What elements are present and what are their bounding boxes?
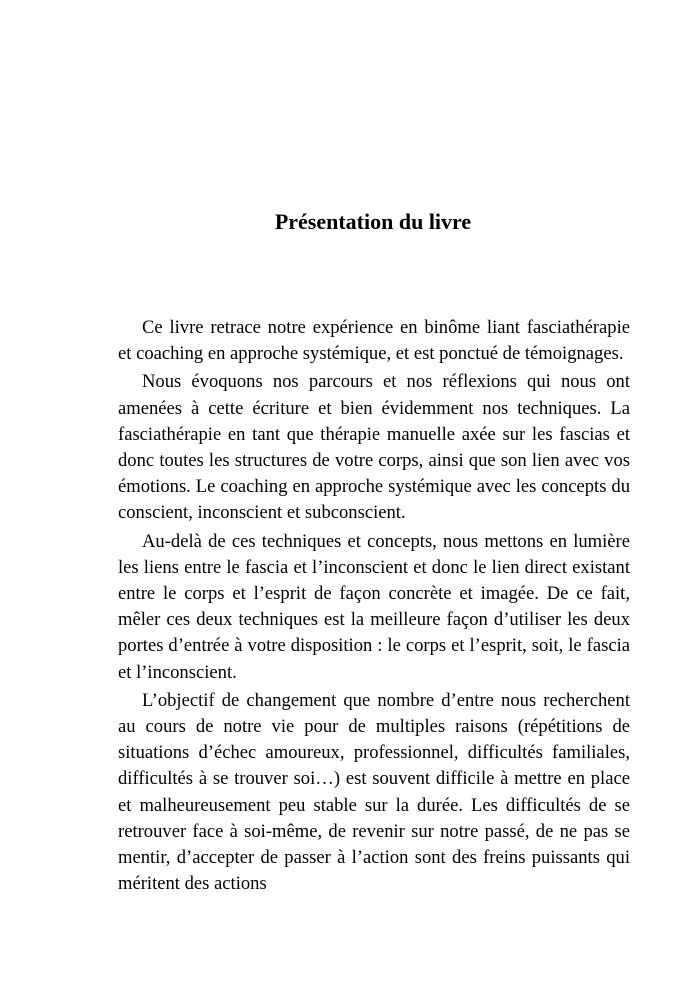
paragraph-3: Au-delà de ces techniques et concepts, nous mettons en lumière les liens entre le fascia et l’inconscient et donc le lien direct existant entre le corps et l’esprit de façon concrète et imagée. De ce fait, mêler ces deux techniques est la meilleure façon d’utiliser les deux portes d’entrée à votre disposition : le corps et l’esprit, soit, le fascia et l’inconscient. (118, 530, 630, 683)
page-title: Présentation du livre (274, 209, 472, 234)
body-text (118, 315, 630, 897)
paragraph-1: Ce livre retrace notre expérience en binôme liant fasciathérapie et coaching en approche systémique, et est ponctué de témoignages. (118, 317, 630, 365)
paragraph-4: L’objectif de changement que nombre d’entre nous recherchent au cours de notre vie pour de multiples raisons (répétitions de situations d’échec amoureux, professionnel, difficultés familiales, difficultés à se trouver soi…) est souvent difficile à mettre en place et malheureusement peu stable sur la durée. Les difficultés de se retrouver face à soi-même, de revenir sur notre passé, de ne pas se mentir, d’accepter de passer à l’action sont des freins puissants qui méritent des actions (118, 689, 630, 895)
paragraph-2: Nous évoquons nos parcours et nos réflexions qui nous ont amenées à cette écriture et bien évidemment nos techniques. La fasciathérapie en tant que thérapie manuelle axée sur les fascias et donc toutes les structures de votre corps, ainsi que son lien avec vos émotions. Le coaching en approche systémique avec les concepts du conscient, inconscient et subconscient. (118, 371, 630, 524)
